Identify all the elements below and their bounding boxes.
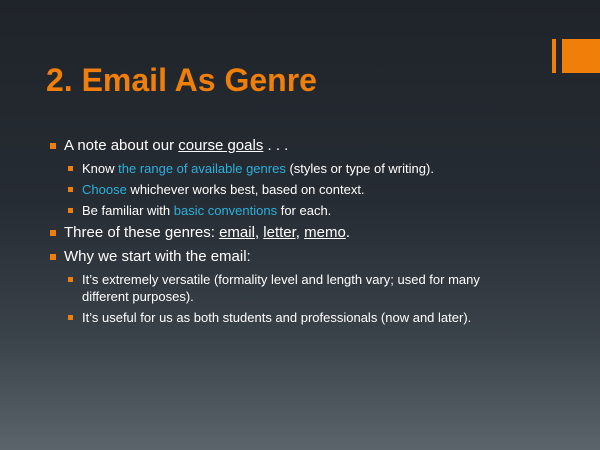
memo-link[interactable]: memo bbox=[304, 224, 346, 241]
bullet-text-suffix: . . . bbox=[263, 137, 289, 154]
bullet-three-genres bbox=[50, 223, 520, 243]
bullet-text-suffix: . bbox=[345, 224, 350, 241]
bullet-text-prefix: A note about our bbox=[64, 137, 179, 154]
slide-body bbox=[50, 136, 520, 330]
bullet-square-icon bbox=[68, 277, 73, 282]
sub-bullet-text-pre: Know bbox=[82, 161, 119, 176]
email-link[interactable]: email, bbox=[219, 224, 260, 241]
bullet-square-icon bbox=[50, 230, 56, 236]
bullet-text: Why we start with the email: bbox=[64, 248, 251, 265]
bullet-course-goals bbox=[50, 136, 520, 156]
bullet-square-icon bbox=[68, 187, 73, 192]
sub-bullet-text-pre: Be familiar with bbox=[82, 203, 174, 218]
sub-bullet-text-post: for each. bbox=[277, 203, 332, 218]
course-goals-link[interactable]: course goals bbox=[178, 137, 264, 154]
sub-bullet-text: It’s extremely versatile (formality level and length vary; used for many different purposes). bbox=[82, 272, 480, 304]
highlight-text: basic conventions bbox=[173, 203, 278, 218]
sub-bullet-text-post: (styles or type of writing). bbox=[285, 161, 434, 176]
bullet-text-prefix: Three of these genres: bbox=[64, 224, 220, 241]
bullet-square-icon bbox=[68, 166, 73, 171]
sub-bullet-useful bbox=[68, 309, 520, 326]
sub-bullet-know-range bbox=[68, 160, 520, 177]
accent-bar-thick bbox=[562, 39, 600, 73]
sub-bullet-conventions bbox=[68, 202, 520, 219]
sub-bullet-choose bbox=[68, 181, 520, 198]
bullet-square-icon bbox=[50, 254, 56, 260]
accent-bar-thin bbox=[552, 39, 556, 73]
slide-title: 2. Email As Genre bbox=[46, 62, 317, 98]
bullet-square-icon bbox=[68, 315, 73, 320]
bullet-square-icon bbox=[50, 143, 56, 149]
sub-bullet-text: It’s useful for us as both students and professionals (now and later). bbox=[82, 310, 472, 325]
highlight-text: the range of available genres bbox=[118, 161, 286, 176]
bullet-why-email bbox=[50, 247, 520, 267]
sub-bullet-text-post: whichever works best, based on context. bbox=[126, 182, 365, 197]
bullet-square-icon bbox=[68, 208, 73, 213]
highlight-text: Choose bbox=[82, 182, 127, 197]
sub-bullet-versatile bbox=[68, 271, 520, 305]
letter-link[interactable]: letter, bbox=[263, 224, 300, 241]
